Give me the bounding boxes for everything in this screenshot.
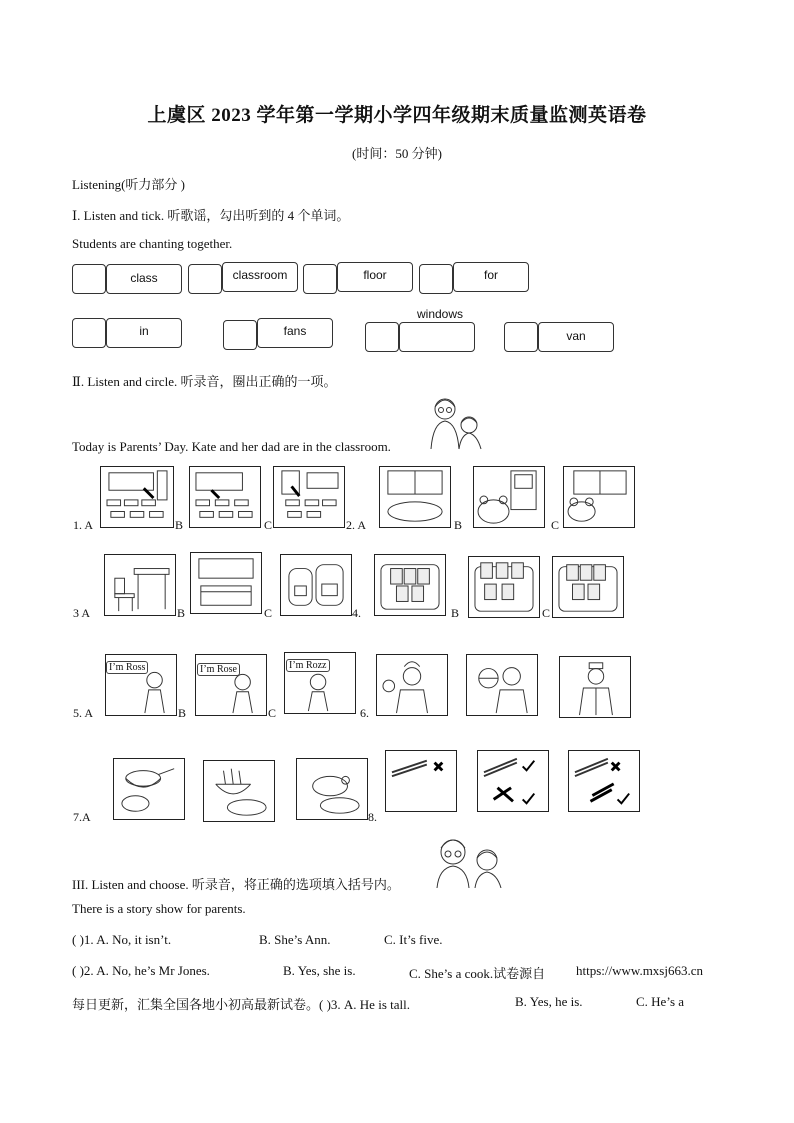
q2-option-c-window-bear-image[interactable] [563,466,635,528]
q4-b-label: B [451,606,460,620]
q2-b-label: B [454,518,463,532]
q3-b-label: B [177,606,186,620]
q2-c-label: C [551,518,560,532]
q1-label: 1. A [73,518,94,532]
word-floor: floor [337,262,413,292]
name-tag-ross: I’m Ross [106,661,148,674]
part3-context: There is a story show for parents. [72,901,246,916]
q6-label: 6. [360,706,369,720]
q4-option-b-books-bag-image[interactable] [468,556,540,618]
part2-instruction: Ⅱ. Listen and circle. 听录音，圈出正确的一项。 [72,374,337,389]
word-classroom: classroom [222,262,298,292]
q5-b-label: B [178,706,187,720]
tick-box-classroom[interactable] [188,264,222,294]
part1-instruction: Ⅰ. Listen and tick. 听歌谣，勾出听到的 4 个单词。 [72,208,350,223]
q2-label: 2. A [346,518,367,532]
tick-box-class[interactable] [72,264,106,294]
q3-1-option-b: B. She’s Ann. [259,932,331,947]
tick-box-in[interactable] [72,318,106,348]
q1-option-c-classroom-image[interactable] [273,466,345,528]
q3-1-option-c: C. It’s five. [384,932,443,947]
section-heading: Listening(听力部分 ) [72,177,186,192]
tick-box-floor[interactable] [303,264,337,294]
q3-c-label: C [264,606,273,620]
q3-option-c-schoolbags-image[interactable] [280,554,352,616]
part3-instruction: III. Listen and choose. 听录音，将正确的选项填入括号内。 [72,877,400,892]
name-tag-rozz: I’m Rozz [286,659,330,672]
part1-context: Students are chanting together. [72,236,233,251]
q7-option-a-soup-bread-image[interactable] [113,758,185,820]
q2-option-b-door-bear-image[interactable] [473,466,545,528]
q4-label: 4. [352,606,361,620]
q3-2-option-b: B. Yes, she is. [283,963,356,978]
word-windows-box [399,322,475,352]
q3-1-option-a[interactable]: ( )1. A. No, it isn’t. [72,932,172,947]
part2-context: Today is Parents’ Day. Kate and her dad are in the classroom. [72,439,391,454]
q8-option-a-chopsticks-cross-image[interactable] [385,750,457,812]
q6-option-c-doctor-image[interactable] [559,656,631,718]
word-windows: windows [416,307,464,321]
q1-b-label: B [175,518,184,532]
q4-c-label: C [542,606,551,620]
word-fans: fans [257,318,333,348]
exam-duration: (时间：50 分钟) [352,146,442,161]
q4-option-a-books-bag-image[interactable] [374,554,446,616]
q3-3-option-c: C. He’s a [636,994,685,1009]
q8-label: 8. [368,810,377,824]
word-in: in [106,318,182,348]
q1-c-label: C [264,518,273,532]
q7-option-b-noodles-image[interactable] [203,760,275,822]
q1-option-b-classroom-image[interactable] [189,466,261,528]
q3-2-option-a[interactable]: ( )2. A. No, he’s Mr Jones. [72,963,210,978]
tick-box-windows[interactable] [365,322,399,352]
q7-label: 7.A [73,810,91,824]
name-tag-rose: I’m Rose [197,663,240,676]
q6-option-a-cook-image[interactable] [376,654,448,716]
tick-box-fans[interactable] [223,320,257,350]
word-class: class [106,264,182,294]
q5-c-label: C [268,706,277,720]
tick-box-for[interactable] [419,264,453,294]
parent-child-illustration [425,393,487,451]
parents-illustration [425,832,509,888]
q3-option-b-blackboard-desk-image[interactable] [190,552,262,614]
q3-3-option-b: B. Yes, he is. [515,994,583,1009]
q3-label: 3 A [73,606,91,620]
q1-option-a-classroom-image[interactable] [100,466,174,528]
q7-option-c-chicken-image[interactable] [296,758,368,820]
q8-option-b-chopsticks-fork-knife-image[interactable] [477,750,549,812]
source-url[interactable]: https://www.mxsj663.cn [576,963,703,978]
q4-option-c-books-bag-image[interactable] [552,556,624,618]
q2-option-a-window-cushion-image[interactable] [379,466,451,528]
q5-label: 5. A [73,706,94,720]
q3-2-option-c: C. She’s a cook.试卷源自 [409,966,546,981]
q6-option-b-basketball-player-image[interactable] [466,654,538,716]
q8-option-c-chopsticks-fork-knife-image[interactable] [568,750,640,812]
tick-box-van[interactable] [504,322,538,352]
q3-3-option-a[interactable]: 每日更新，汇集全国各地小初高最新试卷。( )3. A. He is tall. [72,997,410,1012]
q3-option-a-desk-chair-image[interactable] [104,554,176,616]
page-title: 上虞区 2023 学年第一学期小学四年级期末质量监测英语卷 [147,105,647,126]
word-van: van [538,322,614,352]
word-for: for [453,262,529,292]
